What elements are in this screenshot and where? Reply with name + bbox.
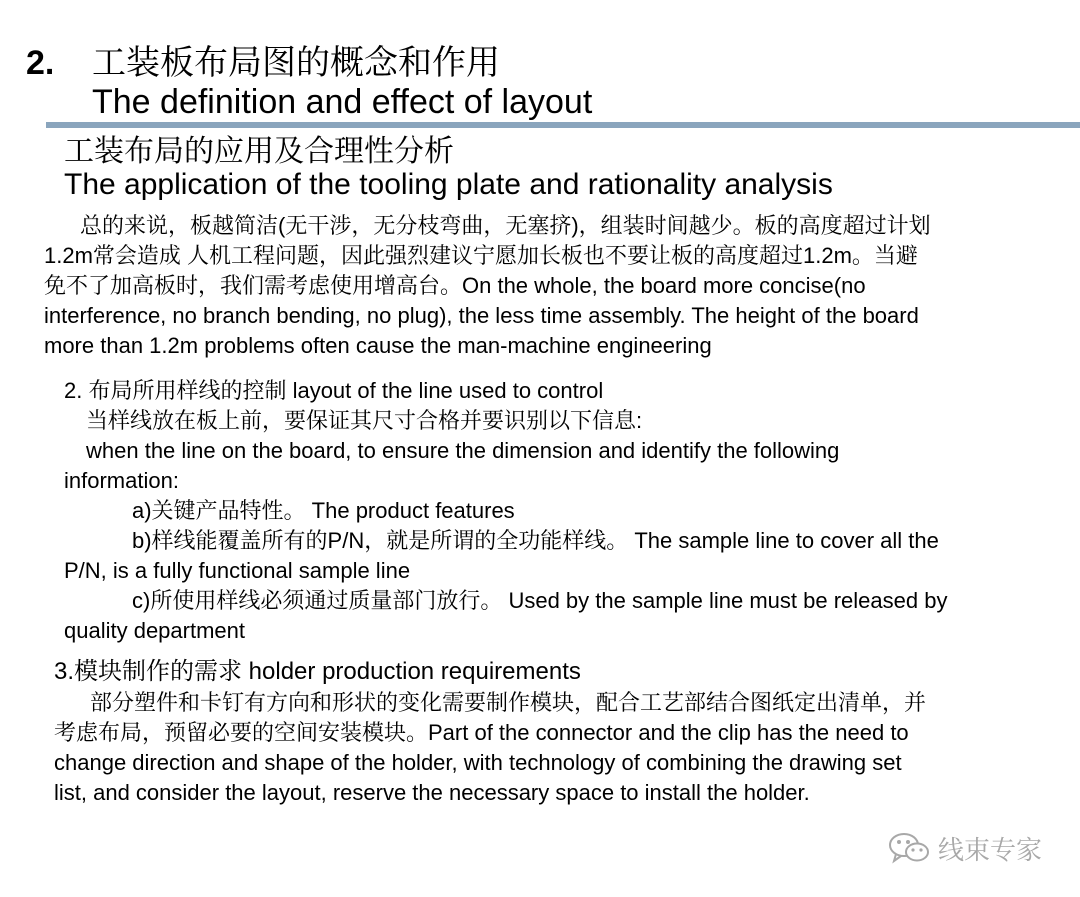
para1-line-1: 总的来说，板越简洁(无干涉，无分枝弯曲，无塞挤)，组装时间越少。板的高度超过计划: [80, 213, 931, 238]
section2-line-1: 当样线放在板上前，要保证其尺寸合格并要识别以下信息:: [86, 408, 643, 433]
watermark-text: 线束专家: [938, 834, 1043, 865]
section2-line-3: information:: [64, 468, 179, 493]
para1-line-5: more than 1.2m problems often cause the man-machine engineering: [44, 333, 712, 358]
section2-item-c: c)所使用样线必须通过质量部门放行。 Used by the sample line must be released by: [132, 588, 948, 613]
section2-item-b-cont: P/N, is a fully functional sample line: [64, 558, 411, 583]
subtitle-en: The application of the tooling plate and rationality analysis: [64, 168, 833, 201]
section3-line-4: list, and consider the layout, reserve the necessary space to install the holder.: [54, 780, 810, 805]
title-number: 2.: [26, 44, 55, 82]
section3-line-2: 考虑布局，预留必要的空间安装模块。Part of the connector and the clip has the need to: [54, 720, 909, 745]
para1-line-4: interference, no branch bending, no plug), the less time assembly. The height of the board: [44, 303, 919, 328]
title-divider: [46, 122, 1080, 128]
section2-item-c-cont: quality department: [64, 618, 245, 643]
section3-line-1: 部分塑件和卡钉有方向和形状的变化需要制作模块，配合工艺部结合图纸定出清单，并: [90, 690, 927, 715]
para1-line-3: 免不了加高板时，我们需考虑使用增高台。On the whole, the board more concise(no: [44, 273, 866, 298]
section3-line-3: change direction and shape of the holder, with technology of combining the drawing set: [54, 750, 902, 775]
section2-item-a: a)关键产品特性。 The product features: [132, 498, 515, 523]
watermark: [888, 828, 1042, 868]
section3-heading: 3.模块制作的需求 holder production requirements: [54, 658, 581, 685]
title-zh: 工装板布局图的概念和作用: [92, 44, 500, 82]
section2-heading: 2. 布局所用样线的控制 layout of the line used to control: [64, 378, 604, 403]
para1-line-2: 1.2m常会造成 人机工程问题，因此强烈建议宁愿加长板也不要让板的高度超过1.2m。当避: [44, 243, 918, 268]
section2-line-2: when the line on the board, to ensure the dimension and identify the following: [86, 438, 840, 463]
subtitle-zh: 工装布局的应用及合理性分析: [64, 135, 454, 168]
wechat-icon: [888, 831, 930, 865]
section2-item-b: b)样线能覆盖所有的P/N，就是所谓的全功能样线。 The sample line to cover all the: [132, 528, 939, 553]
title-en: The definition and effect of layout: [92, 83, 593, 121]
